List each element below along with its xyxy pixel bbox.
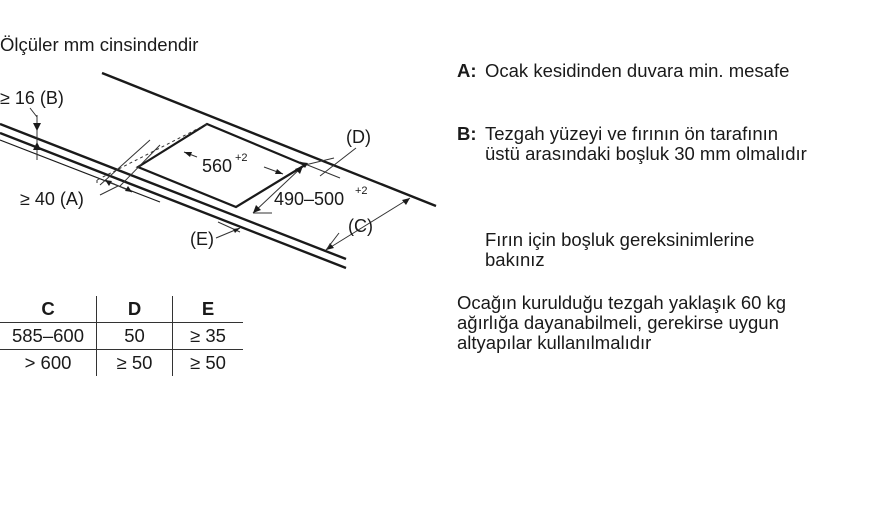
note-load-line1: Ocağın kurulduğu tezgah yaklaşık 60 kg [457,292,787,313]
units-note: Ölçüler mm cinsindendir [0,34,199,55]
table-cell: 50 [97,323,173,350]
dimension-d-label: (D) [346,127,371,147]
note-load-line3: altyapılar kullanılmalıdır [457,332,652,353]
table-header-row [0,296,243,323]
table-cell: ≥ 35 [173,323,244,350]
note-a-key: A: [457,60,477,81]
note-oven-line2: bakınız [485,249,545,270]
table-cell: ≥ 50 [190,352,226,373]
installation-diagram [0,0,450,290]
note-b-line2: üstü arasındaki boşluk 30 mm olmalıdır [485,143,807,164]
cutout-depth-label: 490–500 [274,189,345,209]
header-d: D [97,296,173,323]
note-b-key: B: [457,123,477,144]
table-row [0,350,243,377]
note-a [457,61,789,81]
cutout-width-label: 560 [202,156,233,176]
cutout-depth-tolerance: +2 [355,185,368,197]
header-c: C [0,296,97,323]
dimension-c-label: (C) [348,216,373,236]
note-oven-line1: Fırın için boşluk gereksinimlerine [485,229,755,250]
table-cell: > 600 [0,350,97,377]
note-b-line1: Tezgah yüzeyi ve fırının ön tarafının [485,123,779,144]
dimension-e-label: (E) [190,229,214,249]
dimension-b-label: ≥ 16 (B) [0,88,64,108]
note-oven [485,230,754,270]
table-row [0,323,243,350]
cutout-width-tolerance: +2 [235,152,248,164]
note-load-line2: ağırlığa dayanabilmeli, gerekirse uygun [457,312,779,333]
note-load [457,293,786,353]
note-a-text: Ocak kesidinden duvara min. mesafe [485,60,790,81]
table-cell: ≥ 50 [97,350,173,377]
header-e: E [173,296,244,323]
dimension-a-label: ≥ 40 (A) [20,189,84,209]
table-cell: 585–600 [0,323,97,350]
note-b [457,124,807,164]
dimension-table [0,296,243,376]
